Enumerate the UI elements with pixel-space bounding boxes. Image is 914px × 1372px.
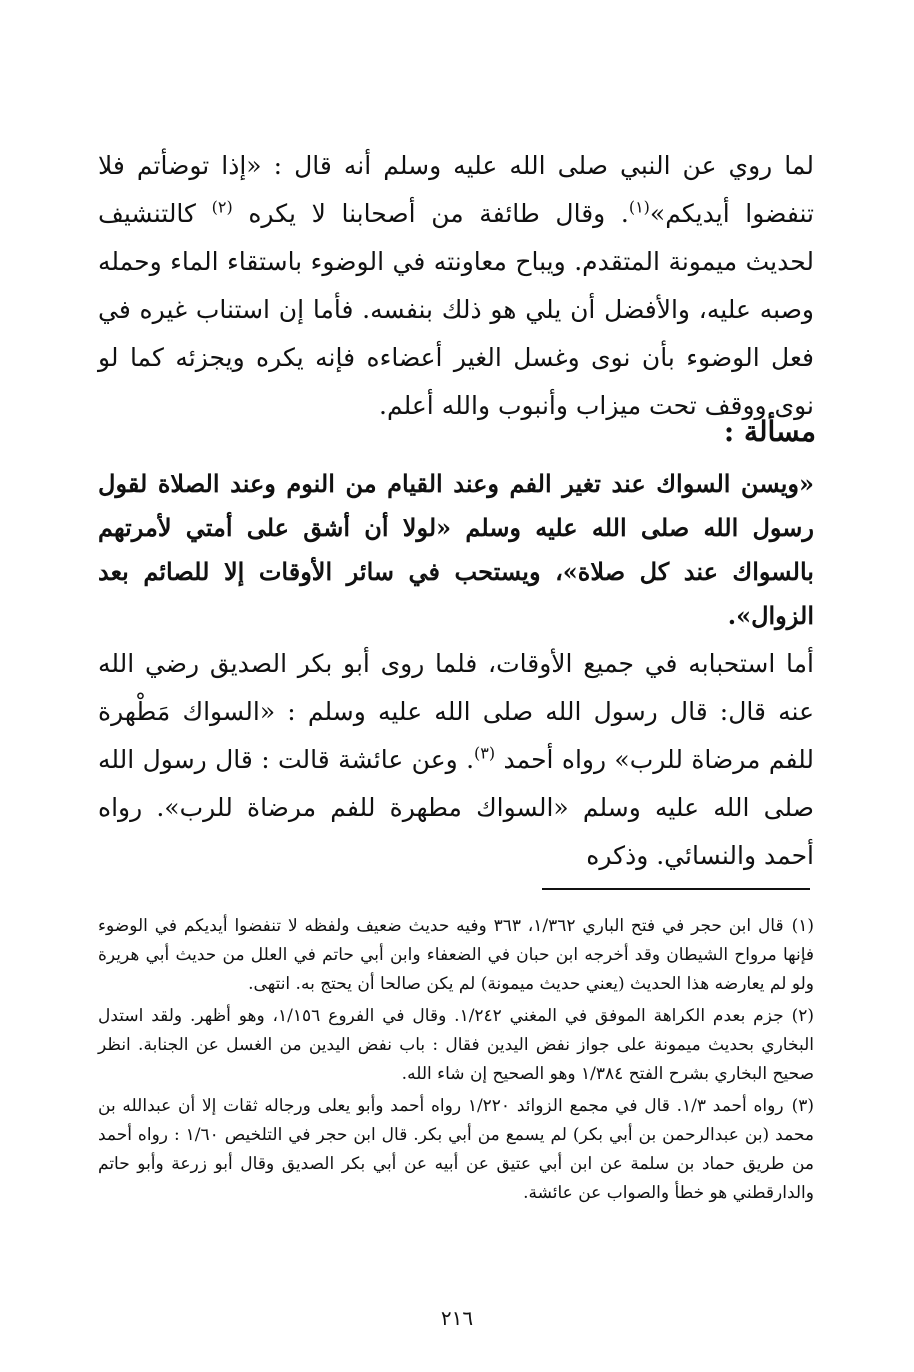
footnotes <box>98 912 814 1211</box>
footnote-number: (١) <box>791 916 815 936</box>
page-number: ٢١٦ <box>440 1306 474 1330</box>
footnote-2 <box>98 1002 814 1089</box>
footnote-text: رواه أحمد ١/٣. قال في مجمع الزوائد ١/٢٢٠ رواه أحمد وأبو يعلى ورجاله ثقات إلا أن عبدالله بن محمد (بن عبدالرحمن بن أبي بكر) لم يسمع من أبي بكر. قال ابن حجر في التلخيص ١/٦٠ : رواه أحمد من طريق حماد بن سلمة عن ابن أبي عتيق عن أبيه عن أبي بكر الصديق وقال أبو زرعة وأبو حاتم والدارقطني هو خطأ والصواب عن عائشة. <box>98 1096 814 1203</box>
footnote-number: (٣) <box>791 1096 814 1116</box>
footnote-ref-3[interactable]: (٣) <box>474 743 496 763</box>
paragraph1-end: كالتنشيف لحديث ميمونة المتقدم. ويباح معاونته في الوضوء باستقاء الماء وحمله وصبه عليه، والأفضل أن يلي هو ذلك بنفسه. فأما إن استناب غيره في فعل الوضوء بأن نوى وغسل الغير أعضاءه فإنه يكره ويجزئه كما لو نوى ووقف تحت ميزاب وأنبوب والله أعلم. <box>98 199 814 420</box>
paragraph1-text: لما روي عن النبي صلى الله عليه وسلم أنه قال : «إذا توضأتم فلا تنفضوا أيديكم» <box>98 151 814 228</box>
section-heading: مسألة : <box>723 415 816 448</box>
body-paragraph-1 <box>98 142 814 430</box>
footnote-ref-1[interactable]: (١) <box>628 197 650 217</box>
footnote-text: جزم بعدم الكراهة الموفق في المغني ١/٢٤٢. وقال في الفروع ١/١٥٦، وهو أظهر. ولقد استدل البخاري بحديث ميمونة على جواز نفض اليدين فقال : باب نفض اليدين من الغسل عن الجنابة. انظر صحيح البخاري بشرح الفتح ١/٣٨٤ وهو الصحيح إن شاء الله. <box>98 1006 814 1084</box>
footnote-separator <box>542 888 810 890</box>
body-paragraph-2 <box>98 640 814 880</box>
footnote-3 <box>98 1092 814 1208</box>
footnote-ref-2[interactable]: (٢) <box>211 197 233 217</box>
footnote-text: قال ابن حجر في فتح الباري ١/٣٦٢، ٣٦٣ وفيه حديث ضعيف ولفظه لا تنفضوا أيديكم في الوضوء فإنها مرواح الشيطان وقد أخرجه ابن حبان في الضعفاء وابن أبي حاتم في العلل من حديث أبي هريرة ولو لم يعارضه هذا الحديث (يعني حديث ميمونة) لم يكن صالحا أن يحتج به. انتهى. <box>98 916 814 994</box>
quoted-text: «ويسن السواك عند تغير الفم وعند القيام من النوم وعند الصلاة لقول رسول الله صلى الله عليه وسلم «لولا أن أشق على أمتي لأمرتهم بالسواك عند كل صلاة»، ويستحب في سائر الأوقات إلا للصائم بعد الزوال». <box>98 469 814 630</box>
paragraph2-end: . وعن عائشة قالت : قال رسول الله صلى الله عليه وسلم «السواك مطهرة للفم مرضاة للرب». رواه أحمد والنسائي. وذكره <box>98 745 814 870</box>
paragraph1-continuation: . وقال طائفة من أصحابنا لا يكره <box>248 199 629 228</box>
footnote-1 <box>98 912 814 999</box>
paragraph2-text: أما استحبابه في جميع الأوقات، فلما روى أبو بكر الصديق رضي الله عنه قال: قال رسول الله صلى الله عليه وسلم : «السواك مَطْهرة للفم مرضاة للرب» رواه أحمد <box>98 649 815 774</box>
footnote-number: (٢) <box>791 1006 815 1026</box>
